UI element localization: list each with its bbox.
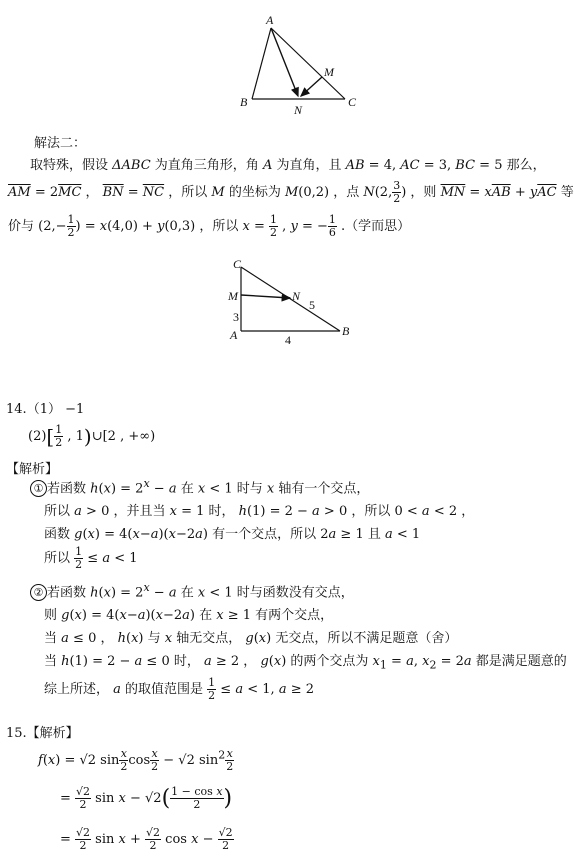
label-m: M bbox=[324, 65, 334, 79]
q14-line6: 则 g(x) = 4(x−a)(x−2a) 在 x ≥ 1 有两个交点， bbox=[44, 608, 334, 623]
q14-line4: 所以 $\frac{1}{2}$ ≤ a < 1 bbox=[44, 545, 138, 571]
method2-line1: 取特殊，假设 ΔABC 为直角三角形，角 A 为直角，且 AB = 4, AC = 3, BC = 5 那么， bbox=[30, 158, 546, 173]
triangle-figure-2 bbox=[222, 255, 362, 350]
label-c-2: C bbox=[233, 257, 242, 271]
q15-eq1: f(x) = √2 sin $\frac{x}{2}$ cos $\frac{x}{2}$ − √2 $\sin^2$ $\frac{x}{2}$ bbox=[38, 747, 234, 773]
q15-eq2: = $\frac{√2}{2}$ sin x − √2( $\frac{\text{1 − cos x}}{2}$ ) bbox=[60, 785, 233, 811]
q15-eq3: = $\frac{√2}{2}$ sin x + $\frac{√2}{2}$ cos x − $\frac{√2}{2}$ bbox=[60, 826, 233, 852]
q14-line3: 函数 g(x) = 4(x−a)(x−2a) 有一个交点，所以 2a ≥ 1 且 a < 1 bbox=[44, 527, 421, 542]
side-ac bbox=[271, 28, 345, 99]
q15-title: 15.【解析】 bbox=[6, 726, 79, 741]
q14-answer-1: 14.（1） −1 bbox=[6, 402, 85, 417]
q14-line5: ② 若函数 $h(x) = 2^x - a$ 在 x < 1 时与函数没有交点， bbox=[30, 581, 354, 601]
q14-analysis-label: 【解析】 bbox=[6, 462, 59, 477]
q14-line1: ① 若函数 $h(x) = 2^x - a$ 在 x < 1 时与 x 轴有一个交点， bbox=[30, 477, 369, 497]
method2-line2: $\overline{AM} = 2\overline{MC}$ ， $\overline{BN} = \overline{NC}$ ，所以 M 的坐标为 M(0,2) ，点 N(2, $\frac{3}{2}$ ) ，则 $\overline{MN} = x\overline{AB} + y\overline{AC}$ 等 bbox=[8, 179, 574, 205]
label-b: B bbox=[240, 95, 248, 109]
method2-line3: 价与 (2,− $\frac{1}{2}$ ) = x(4,0) + y(0,3) ，所以 x = $\frac{1}{2}$ , y = − $\frac{1}{6}$ .（学而思） bbox=[8, 213, 411, 239]
side-label-5: 5 bbox=[309, 298, 315, 312]
label-c: C bbox=[348, 95, 357, 109]
vector-an bbox=[271, 28, 298, 96]
q14-line8: 当 h(1) = 2 − a ≤ 0 时， a ≥ 2 ， g(x) 的两个交点为 $x_1 = a$, $x_2 = 2a$ 都是满足题意的 bbox=[44, 654, 567, 672]
side-cb bbox=[241, 267, 340, 331]
label-n: N bbox=[294, 103, 303, 117]
q14-line2: 所以 a > 0 ，并且当 x = 1 时， h(1) = 2 − a > 0 ，所以 0 < a < 2 ， bbox=[44, 504, 475, 519]
q14-line9: 综上所述， a 的取值范围是 $\frac{1}{2}$ ≤ a < 1, a ≥ 2 bbox=[44, 676, 315, 702]
vector-mn-2 bbox=[241, 295, 290, 298]
label-m-2: M bbox=[228, 289, 238, 303]
label-a: A bbox=[266, 13, 274, 27]
side-ab bbox=[252, 28, 271, 99]
triangle-figure-1 bbox=[230, 10, 370, 120]
q14-line7: 当 a ≤ 0 ， h(x) 与 x 轴无交点， g(x) 无交点，所以不满足题意（舍） bbox=[44, 631, 458, 646]
side-label-3: 3 bbox=[233, 310, 239, 324]
label-a-2: A bbox=[230, 328, 238, 342]
side-label-4: 4 bbox=[285, 333, 291, 347]
label-n-2: N bbox=[292, 289, 301, 303]
vector-mn bbox=[301, 77, 322, 96]
q14-answer-2: (2)[ $\frac{1}{2}$ , 1)∪[2 , +∞) bbox=[28, 423, 156, 449]
label-b-2: B bbox=[342, 324, 350, 338]
method2-title: 解法二： bbox=[34, 136, 87, 151]
